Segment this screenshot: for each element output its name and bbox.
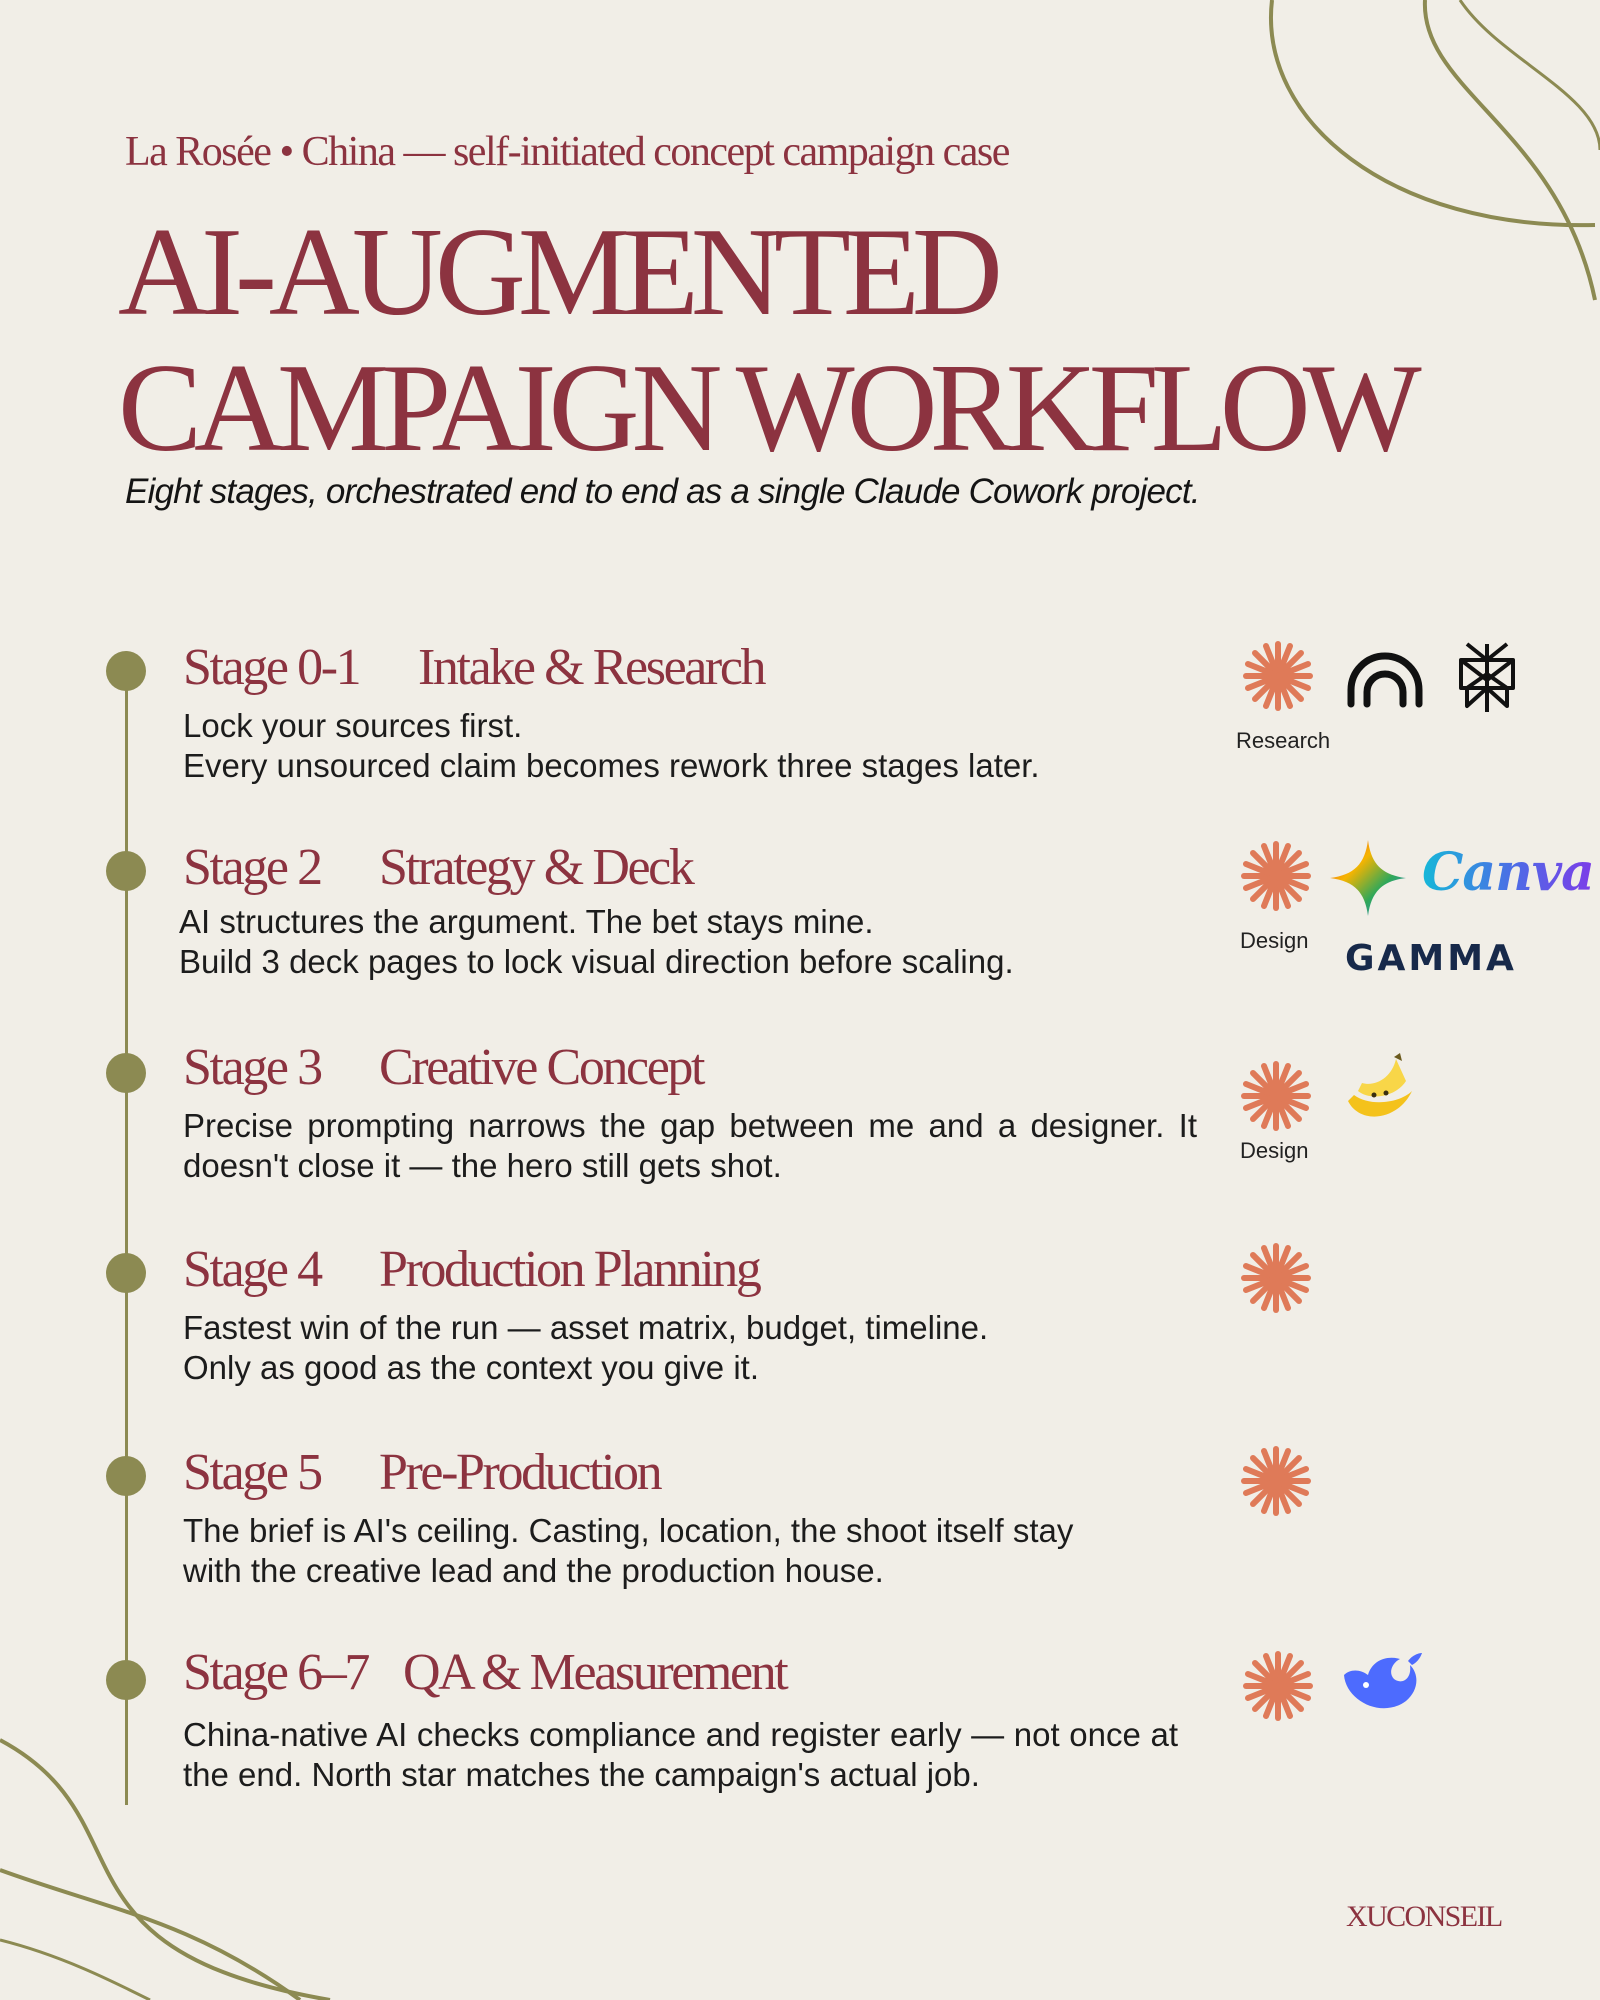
tool-category-label: Design	[1240, 1138, 1309, 1163]
stage-description	[183, 1308, 1198, 1388]
stage-number: Stage 5	[183, 1444, 321, 1501]
timeline-dot	[106, 1253, 146, 1293]
claude-icon	[1238, 1443, 1314, 1519]
gemini-sparkle-icon	[1328, 838, 1408, 918]
stage-number: Stage 0-1	[183, 639, 360, 696]
title-line-1: AI-AUGMENTED	[118, 203, 995, 342]
stage-heading	[183, 1443, 661, 1502]
stage-description	[183, 1511, 1198, 1591]
banana-icon	[1340, 1051, 1420, 1131]
title-line-2: CAMPAIGN WORKFLOW	[118, 339, 1414, 478]
page-subtitle: Eight stages, orchestrated end to end as a single Claude Cowork project.	[125, 472, 1200, 511]
stage-name: Creative Concept	[379, 1039, 704, 1096]
stage-description-line: Lock your sources first.	[183, 707, 523, 744]
stage-name: Pre-Production	[379, 1444, 661, 1501]
stage-name: Intake & Research	[418, 639, 765, 696]
stage-description	[183, 1106, 1197, 1186]
stage-4	[0, 1240, 1600, 1420]
stage-description-line: once at the end. North star matches the campaign's actual job.	[183, 1716, 1178, 1793]
stage-name: QA & Measurement	[403, 1644, 787, 1701]
stage-heading	[183, 1643, 787, 1702]
gamma-logo: GAMMA	[1345, 938, 1517, 979]
stage-3	[0, 1038, 1600, 1218]
timeline-dot	[106, 651, 146, 691]
canva-logo: Canva	[1422, 842, 1594, 903]
claude-icon	[1240, 638, 1316, 714]
claude-icon	[1238, 1240, 1314, 1316]
stage-number: Stage 3	[183, 1039, 321, 1096]
arc-icon	[1345, 648, 1425, 708]
stage-description-line: China-native AI checks compliance and register early — not	[183, 1716, 1070, 1753]
stage-6-7	[0, 1643, 1600, 1823]
brand-footer: XUCONSEIL	[1346, 1900, 1502, 1933]
page-title	[118, 205, 1414, 477]
tool-category-label: Design	[1240, 928, 1309, 953]
eyebrow-caption: La Rosée • China — self-initiated concept campaign case	[125, 129, 1009, 175]
timeline-dot	[106, 1053, 146, 1093]
stage-description-line: with the creative lead and the production house.	[183, 1552, 884, 1589]
timeline-dot	[106, 851, 146, 891]
stage-description-line: Precise prompting narrows the gap between me and a	[183, 1107, 1031, 1144]
stage-number: Stage 2	[183, 839, 321, 896]
stage-name: Strategy & Deck	[379, 839, 693, 896]
stage-heading	[183, 638, 765, 697]
stage-description-line: Build 3 deck pages to lock visual direction before scaling.	[179, 943, 1014, 980]
stage-description-line: Only as good as the context you give it.	[183, 1349, 760, 1386]
stage-number: Stage 6–7	[183, 1644, 368, 1701]
stage-heading	[183, 1038, 704, 1097]
tool-category-label: Research	[1236, 728, 1331, 753]
stage-description-line: Fastest win of the run — asset matrix, budget, timeline.	[183, 1309, 989, 1346]
timeline-dot	[106, 1660, 146, 1700]
timeline-dot	[106, 1456, 146, 1496]
stage-description	[183, 706, 1198, 786]
stage-description	[183, 1715, 1178, 1795]
stage-number: Stage 4	[183, 1241, 321, 1298]
stage-description-line: AI structures the argument. The bet stays mine.	[179, 903, 874, 940]
stage-5	[0, 1443, 1600, 1623]
stage-name: Production Planning	[379, 1241, 760, 1298]
stage-2	[0, 838, 1600, 1018]
stage-description-line: Every unsourced claim becomes rework three stages later.	[183, 747, 1040, 784]
stage-heading	[183, 1240, 760, 1299]
perplexity-icon	[1455, 640, 1519, 714]
stage-description	[179, 902, 1194, 982]
deepseek-whale-icon	[1338, 1649, 1424, 1717]
stage-description-line: The brief is AI's ceiling. Casting, location, the shoot itself stay	[183, 1512, 1074, 1549]
stage-0-1	[0, 638, 1600, 818]
claude-icon	[1238, 838, 1314, 914]
stage-description-line: designer. It doesn't close it — the hero still gets shot.	[183, 1107, 1197, 1184]
stage-heading	[183, 838, 693, 897]
claude-icon	[1238, 1058, 1314, 1134]
claude-icon	[1240, 1648, 1316, 1724]
